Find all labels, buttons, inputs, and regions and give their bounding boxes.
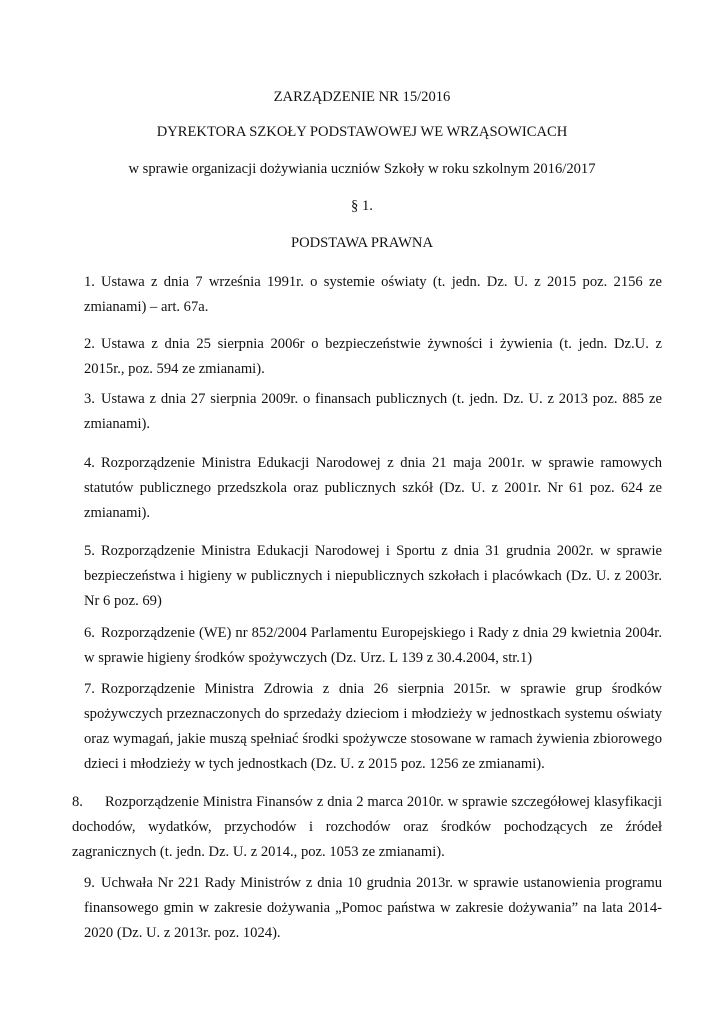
list-item-number: 5.: [84, 543, 95, 559]
list-item: [84, 387, 662, 437]
list-item-text: Rozporządzenie Ministra Edukacji Narodowej i Sportu z dnia 31 grudnia 2002r. w sprawie bezpieczeństwa i higieny w publicznych i niepublicznych szkołach i placówkach (Dz. U. z 2003r. Nr 6 poz. 69): [84, 543, 662, 609]
list-item-number: 6.: [84, 625, 95, 641]
list-item-text: Uchwała Nr 221 Rady Ministrów z dnia 10 grudnia 2013r. w sprawie ustanowienia programu finansowego gmin w zakresie dożywania „Pomoc państwa w zakresie dożywania” na lata 2014-2020 (Dz. U. z 2013r. poz. 1024).: [84, 875, 662, 941]
list-item: [84, 332, 662, 382]
list-item-text: Rozporządzenie Ministra Edukacji Narodowej z dnia 21 maja 2001r. w sprawie ramowych statutów publicznego przedszkola oraz publicznych szkół (Dz. U. z 2001r. Nr 61 poz. 624 ze zmianami).: [84, 455, 662, 521]
list-item-number: 2.: [84, 336, 95, 352]
list-item: [84, 539, 662, 614]
list-item: [72, 790, 662, 865]
list-item: [84, 621, 662, 671]
list-item: [84, 871, 662, 946]
document-title: ZARZĄDZENIE NR 15/2016: [273, 89, 451, 105]
list-item-text: Rozporządzenie Ministra Finansów z dnia 2 marca 2010r. w sprawie szczegółowej klasyfikacji dochodów, wydatków, przychodów i rozchodów oraz środków pochodzących ze źródeł zagranicznych (t. jedn. Dz. U. z 2014., poz. 1053 ze zmianami).: [72, 794, 662, 860]
list-item-text: Rozporządzenie Ministra Zdrowia z dnia 26 sierpnia 2015r. w sprawie grup środków spożywczych przeznaczonych do sprzedaży dzieciom i młodzieży w jednostkach systemu oświaty oraz wymagań, jakie muszą spełniać środki spożywcze stosowane w ramach żywienia zbiorowego dzieci i młodzieży w tych jednostkach (Dz. U. z 2015 poz. 1256 ze zmianami).: [84, 681, 662, 772]
list-item: [84, 270, 662, 320]
section-number: § 1.: [351, 198, 373, 214]
list-item-text: Ustawa z dnia 7 września 1991r. o systemie oświaty (t. jedn. Dz. U. z 2015 poz. 2156 ze zmianami) – art. 67a.: [84, 274, 662, 315]
section-title: PODSTAWA PRAWNA: [290, 235, 434, 251]
list-item-text: Ustawa z dnia 25 sierpnia 2006r o bezpieczeństwie żywności i żywienia (t. jedn. Dz.U. z 2015r., poz. 594 ze zmianami).: [84, 336, 662, 377]
list-item: [84, 677, 662, 777]
list-item-number: 4.: [84, 455, 95, 471]
list-item: [84, 451, 662, 526]
list-item-number: 1.: [84, 274, 95, 290]
issuer-line: DYREKTORA SZKOŁY PODSTAWOWEJ WE WRZĄSOWICACH: [156, 124, 568, 140]
list-item-text: Ustawa z dnia 27 sierpnia 2009r. o finansach publicznych (t. jedn. Dz. U. z 2013 poz. 885 ze zmianami).: [84, 391, 662, 432]
list-item-text: Rozporządzenie (WE) nr 852/2004 Parlamentu Europejskiego i Rady z dnia 29 kwietnia 2004r. w sprawie higieny środków spożywczych (Dz. Urz. L 139 z 30.4.2004, str.1): [84, 625, 662, 666]
subject-line: w sprawie organizacji dożywiania uczniów Szkoły w roku szkolnym 2016/2017: [128, 161, 596, 177]
list-item-number: 7.: [84, 681, 95, 697]
list-item-number: 3.: [84, 391, 95, 407]
list-item-number: 8.: [72, 794, 83, 810]
list-item-number: 9.: [84, 875, 95, 891]
